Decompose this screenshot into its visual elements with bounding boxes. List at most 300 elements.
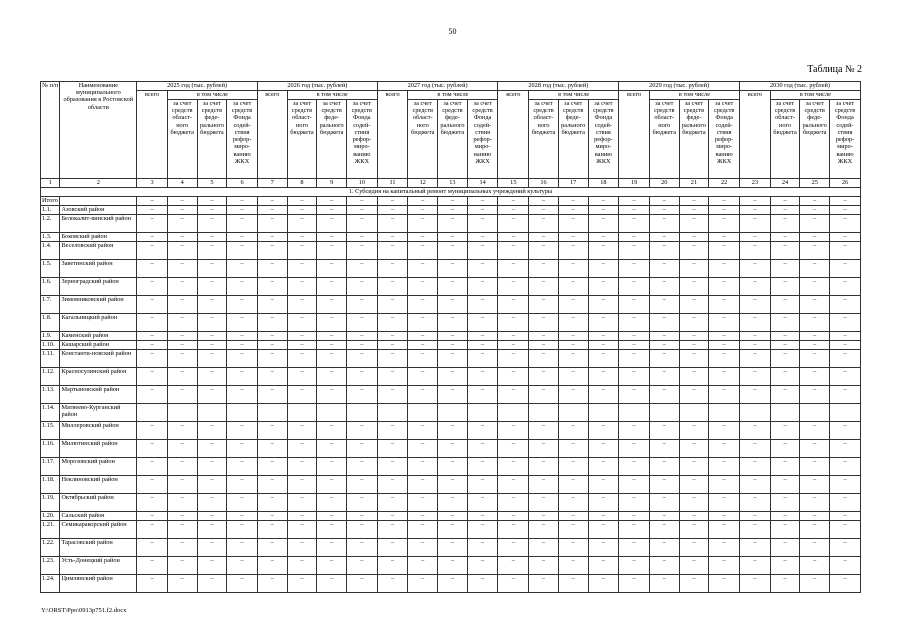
row-value (800, 404, 830, 422)
row-value: – (709, 539, 740, 557)
row-number: 1.7. (41, 296, 60, 314)
row-value: – (558, 197, 588, 206)
row-value: – (740, 575, 771, 593)
row-value: – (167, 341, 197, 350)
row-value: – (408, 386, 438, 404)
row-value (558, 404, 588, 422)
header-total: всего (257, 91, 287, 179)
row-value: – (377, 206, 408, 215)
row-value: – (137, 278, 168, 296)
header-year: 2026 год (тыс. рублей) (257, 82, 377, 91)
row-value: – (679, 233, 709, 242)
row-value: – (498, 332, 529, 341)
row-value: – (830, 521, 861, 539)
row-value: – (438, 206, 468, 215)
row-value: – (588, 386, 619, 404)
column-number: 3 (137, 179, 168, 188)
row-value: – (529, 422, 559, 440)
row-value: – (619, 215, 650, 233)
row-value: – (740, 512, 771, 521)
row-value: – (346, 314, 377, 332)
row-value: – (649, 422, 679, 440)
row-value: – (287, 476, 317, 494)
row-value: – (529, 242, 559, 260)
row-value: – (438, 332, 468, 341)
row-value: – (317, 314, 347, 332)
row-value: – (830, 539, 861, 557)
row-value: – (588, 197, 619, 206)
table-row (41, 206, 861, 215)
row-value: – (438, 233, 468, 242)
row-name: Цимлянский район (60, 575, 137, 593)
row-value: – (377, 341, 408, 350)
row-value: – (317, 557, 347, 575)
table-row (41, 386, 861, 404)
row-value: – (377, 350, 408, 368)
row-value: – (287, 557, 317, 575)
row-number: 1.21. (41, 521, 60, 539)
header-year-row (41, 82, 861, 91)
row-value (679, 404, 709, 422)
row-value: – (679, 557, 709, 575)
row-value (137, 404, 168, 422)
row-value: – (770, 386, 800, 404)
row-name: Красносулинский район (60, 368, 137, 386)
row-value: – (257, 557, 287, 575)
row-value: – (498, 278, 529, 296)
row-value: – (408, 296, 438, 314)
row-value: – (649, 368, 679, 386)
row-value (317, 404, 347, 422)
row-value: – (167, 458, 197, 476)
row-value: – (377, 332, 408, 341)
row-value: – (800, 233, 830, 242)
header-including: в том числе (649, 91, 739, 100)
row-value: – (498, 557, 529, 575)
row-value: – (830, 206, 861, 215)
row-value: – (529, 386, 559, 404)
row-value: – (498, 197, 529, 206)
row-value: – (467, 296, 498, 314)
row-number: 1.12. (41, 368, 60, 386)
row-value: – (346, 233, 377, 242)
row-number: 1.17. (41, 458, 60, 476)
header-federal-budget: за счет средств феде-рального бюджета (558, 100, 588, 179)
row-value: – (227, 278, 258, 296)
row-value: – (830, 314, 861, 332)
row-value: – (770, 341, 800, 350)
row-name: Мартыновский район (60, 386, 137, 404)
row-value: – (740, 521, 771, 539)
header-regional-budget: за счет средств област-ного бюджета (649, 100, 679, 179)
row-value: – (709, 458, 740, 476)
column-number: 22 (709, 179, 740, 188)
row-name: Зимовниковский район (60, 296, 137, 314)
row-value: – (287, 197, 317, 206)
row-number: 1.14. (41, 404, 60, 422)
row-value: – (408, 233, 438, 242)
row-value: – (438, 476, 468, 494)
row-value: – (679, 539, 709, 557)
row-value: – (498, 539, 529, 557)
row-value: – (377, 242, 408, 260)
table-row (41, 539, 861, 557)
row-value: – (197, 278, 227, 296)
row-value: – (830, 386, 861, 404)
row-value (830, 404, 861, 422)
row-value: – (257, 215, 287, 233)
subsidy-table (40, 81, 861, 593)
row-value: – (257, 494, 287, 512)
row-value: – (770, 539, 800, 557)
column-number: 5 (197, 179, 227, 188)
row-value: – (558, 476, 588, 494)
row-value: – (257, 386, 287, 404)
row-value: – (649, 557, 679, 575)
row-value: – (197, 242, 227, 260)
row-value: – (649, 521, 679, 539)
row-value: – (227, 260, 258, 278)
header-regional-budget: за счет средств област-ного бюджета (408, 100, 438, 179)
row-value: – (558, 233, 588, 242)
row-value: – (588, 539, 619, 557)
row-value: – (740, 233, 771, 242)
row-value: – (346, 215, 377, 233)
table-row (41, 476, 861, 494)
row-value: – (438, 386, 468, 404)
row-value: – (619, 206, 650, 215)
row-value: – (408, 440, 438, 458)
row-value: – (619, 575, 650, 593)
row-value: – (679, 332, 709, 341)
row-value: – (830, 476, 861, 494)
row-value: – (770, 512, 800, 521)
row-value: – (800, 386, 830, 404)
row-value: – (167, 368, 197, 386)
row-value: – (830, 332, 861, 341)
row-value: – (679, 278, 709, 296)
column-number: 4 (167, 179, 197, 188)
row-value: – (498, 260, 529, 278)
row-value: – (740, 314, 771, 332)
row-value: – (167, 512, 197, 521)
row-value: – (287, 215, 317, 233)
row-value: – (257, 350, 287, 368)
row-value: – (770, 233, 800, 242)
row-value: – (317, 233, 347, 242)
row-value: – (257, 476, 287, 494)
row-value: – (588, 296, 619, 314)
row-value: – (197, 476, 227, 494)
row-value: – (709, 512, 740, 521)
row-value: – (588, 233, 619, 242)
row-value: – (197, 422, 227, 440)
row-value: – (197, 350, 227, 368)
row-value: – (346, 521, 377, 539)
row-value: – (529, 521, 559, 539)
row-value: – (197, 440, 227, 458)
row-value: – (558, 206, 588, 215)
row-value: – (709, 296, 740, 314)
row-value: – (167, 206, 197, 215)
row-value: – (287, 368, 317, 386)
row-value: – (558, 521, 588, 539)
row-value: – (197, 314, 227, 332)
row-value: – (317, 512, 347, 521)
row-value: – (408, 332, 438, 341)
row-value: – (498, 296, 529, 314)
row-value: – (227, 233, 258, 242)
row-value: – (257, 341, 287, 350)
header-num: № п/п (41, 82, 60, 179)
row-value: – (467, 233, 498, 242)
row-number: 1.13. (41, 386, 60, 404)
row-value: – (346, 332, 377, 341)
row-value: – (558, 368, 588, 386)
row-value (346, 404, 377, 422)
row-value: – (740, 215, 771, 233)
row-value: – (137, 368, 168, 386)
row-value: – (377, 422, 408, 440)
row-value: – (619, 458, 650, 476)
row-value: – (709, 260, 740, 278)
row-value: – (137, 260, 168, 278)
row-value: – (317, 458, 347, 476)
row-value: – (709, 332, 740, 341)
table-row (41, 557, 861, 575)
row-value: – (800, 206, 830, 215)
row-value: – (619, 539, 650, 557)
row-value: – (137, 314, 168, 332)
row-value: – (438, 215, 468, 233)
row-value: – (438, 557, 468, 575)
row-value: – (649, 332, 679, 341)
row-value: – (467, 422, 498, 440)
row-value: – (167, 215, 197, 233)
row-value: – (438, 422, 468, 440)
row-value: – (137, 215, 168, 233)
header-regional-budget: за счет средств област-ного бюджета (529, 100, 559, 179)
row-value: – (770, 575, 800, 593)
row-value: – (709, 494, 740, 512)
row-value: – (800, 332, 830, 341)
row-value: – (588, 458, 619, 476)
row-value: – (346, 476, 377, 494)
row-value: – (287, 521, 317, 539)
row-value: – (167, 242, 197, 260)
row-value: – (137, 512, 168, 521)
row-number: 1.24. (41, 575, 60, 593)
row-value: – (346, 197, 377, 206)
row-value: – (197, 341, 227, 350)
row-value: – (467, 278, 498, 296)
row-value: – (800, 458, 830, 476)
row-value: – (498, 494, 529, 512)
row-name: Милютинский район (60, 440, 137, 458)
row-value (709, 404, 740, 422)
row-value: – (137, 539, 168, 557)
row-value: – (197, 233, 227, 242)
row-value: – (619, 440, 650, 458)
row-value (287, 404, 317, 422)
table-row (41, 440, 861, 458)
row-value: – (317, 476, 347, 494)
table-row (41, 278, 861, 296)
column-number: 13 (438, 179, 468, 188)
row-value: – (679, 386, 709, 404)
row-value: – (377, 296, 408, 314)
row-value: – (137, 476, 168, 494)
row-value: – (588, 521, 619, 539)
row-value: – (770, 332, 800, 341)
column-number: 26 (830, 179, 861, 188)
row-value: – (317, 575, 347, 593)
row-value: – (227, 521, 258, 539)
row-value: – (800, 494, 830, 512)
row-value: – (438, 575, 468, 593)
row-value: – (167, 575, 197, 593)
header-total: всего (740, 91, 771, 179)
row-value: – (377, 539, 408, 557)
row-value: – (287, 458, 317, 476)
row-value: – (467, 197, 498, 206)
row-value: – (227, 557, 258, 575)
row-value: – (227, 314, 258, 332)
header-regional-budget: за счет средств област-ного бюджета (770, 100, 800, 179)
row-value: – (467, 512, 498, 521)
row-value: – (438, 368, 468, 386)
row-name: Неклиновский район (60, 476, 137, 494)
row-value (619, 404, 650, 422)
row-value: – (377, 512, 408, 521)
row-value: – (770, 494, 800, 512)
row-value: – (408, 368, 438, 386)
row-number: 1.10. (41, 341, 60, 350)
row-value: – (649, 458, 679, 476)
row-value: – (740, 206, 771, 215)
row-value: – (649, 539, 679, 557)
row-value: – (377, 458, 408, 476)
row-value: – (227, 494, 258, 512)
row-name: Заветинский район (60, 260, 137, 278)
row-value: – (619, 350, 650, 368)
column-number: 1 (41, 179, 60, 188)
row-value: – (588, 215, 619, 233)
row-value: – (830, 368, 861, 386)
row-value: – (619, 296, 650, 314)
row-value: – (227, 575, 258, 593)
row-value: – (830, 440, 861, 458)
row-value: – (588, 557, 619, 575)
header-year: 2029 год (тыс. рублей) (619, 82, 740, 91)
row-value: – (800, 575, 830, 593)
row-name: Семикаракорский район (60, 521, 137, 539)
row-value: – (770, 278, 800, 296)
row-value: – (558, 539, 588, 557)
row-value: – (257, 242, 287, 260)
row-value: – (167, 539, 197, 557)
column-number: 7 (257, 179, 287, 188)
row-value: – (558, 215, 588, 233)
row-value: – (619, 557, 650, 575)
row-value: – (588, 368, 619, 386)
row-value: – (558, 242, 588, 260)
column-number: 11 (377, 179, 408, 188)
row-value: – (408, 215, 438, 233)
row-value: – (709, 206, 740, 215)
row-value: – (137, 440, 168, 458)
row-value (770, 404, 800, 422)
row-value: – (770, 422, 800, 440)
row-value: – (137, 386, 168, 404)
row-value: – (438, 197, 468, 206)
row-value: – (498, 368, 529, 386)
row-value: – (227, 296, 258, 314)
row-value (227, 404, 258, 422)
row-value: – (197, 386, 227, 404)
row-value: – (740, 260, 771, 278)
row-value: – (770, 557, 800, 575)
row-value: – (558, 512, 588, 521)
row-value: – (800, 296, 830, 314)
header-total: всего (619, 91, 650, 179)
row-value: – (377, 557, 408, 575)
header-housing-fund: за счет средств Фонда содей-ствия рефор-миро-ванию ЖКХ (588, 100, 619, 179)
row-value: – (619, 233, 650, 242)
row-value: – (770, 206, 800, 215)
row-value: – (649, 512, 679, 521)
row-value: – (197, 197, 227, 206)
row-value: – (377, 368, 408, 386)
row-value: – (408, 476, 438, 494)
row-value: – (287, 422, 317, 440)
row-value: – (408, 206, 438, 215)
row-value: – (346, 296, 377, 314)
row-value: – (529, 278, 559, 296)
row-value: – (438, 458, 468, 476)
row-value: – (679, 242, 709, 260)
row-value: – (800, 476, 830, 494)
header-including: в том числе (408, 91, 498, 100)
row-value (649, 404, 679, 422)
column-number: 21 (679, 179, 709, 188)
row-value: – (679, 206, 709, 215)
row-value: – (227, 422, 258, 440)
row-value: – (438, 440, 468, 458)
column-number: 17 (558, 179, 588, 188)
row-name: Кашарский район (60, 341, 137, 350)
header-federal-budget: за счет средств феде-рального бюджета (317, 100, 347, 179)
column-number: 19 (619, 179, 650, 188)
row-value: – (830, 575, 861, 593)
row-value: – (167, 521, 197, 539)
row-value: – (408, 458, 438, 476)
row-value: – (227, 242, 258, 260)
row-value: – (558, 314, 588, 332)
row-value: – (197, 494, 227, 512)
row-value: – (529, 206, 559, 215)
row-value: – (346, 557, 377, 575)
row-value: – (619, 494, 650, 512)
row-value: – (317, 350, 347, 368)
row-number: 1.15. (41, 422, 60, 440)
header-total: всего (498, 91, 529, 179)
row-value (588, 404, 619, 422)
row-value: – (377, 260, 408, 278)
row-value: – (317, 260, 347, 278)
row-value (498, 404, 529, 422)
header-year: 2030 год (тыс. рублей) (740, 82, 861, 91)
